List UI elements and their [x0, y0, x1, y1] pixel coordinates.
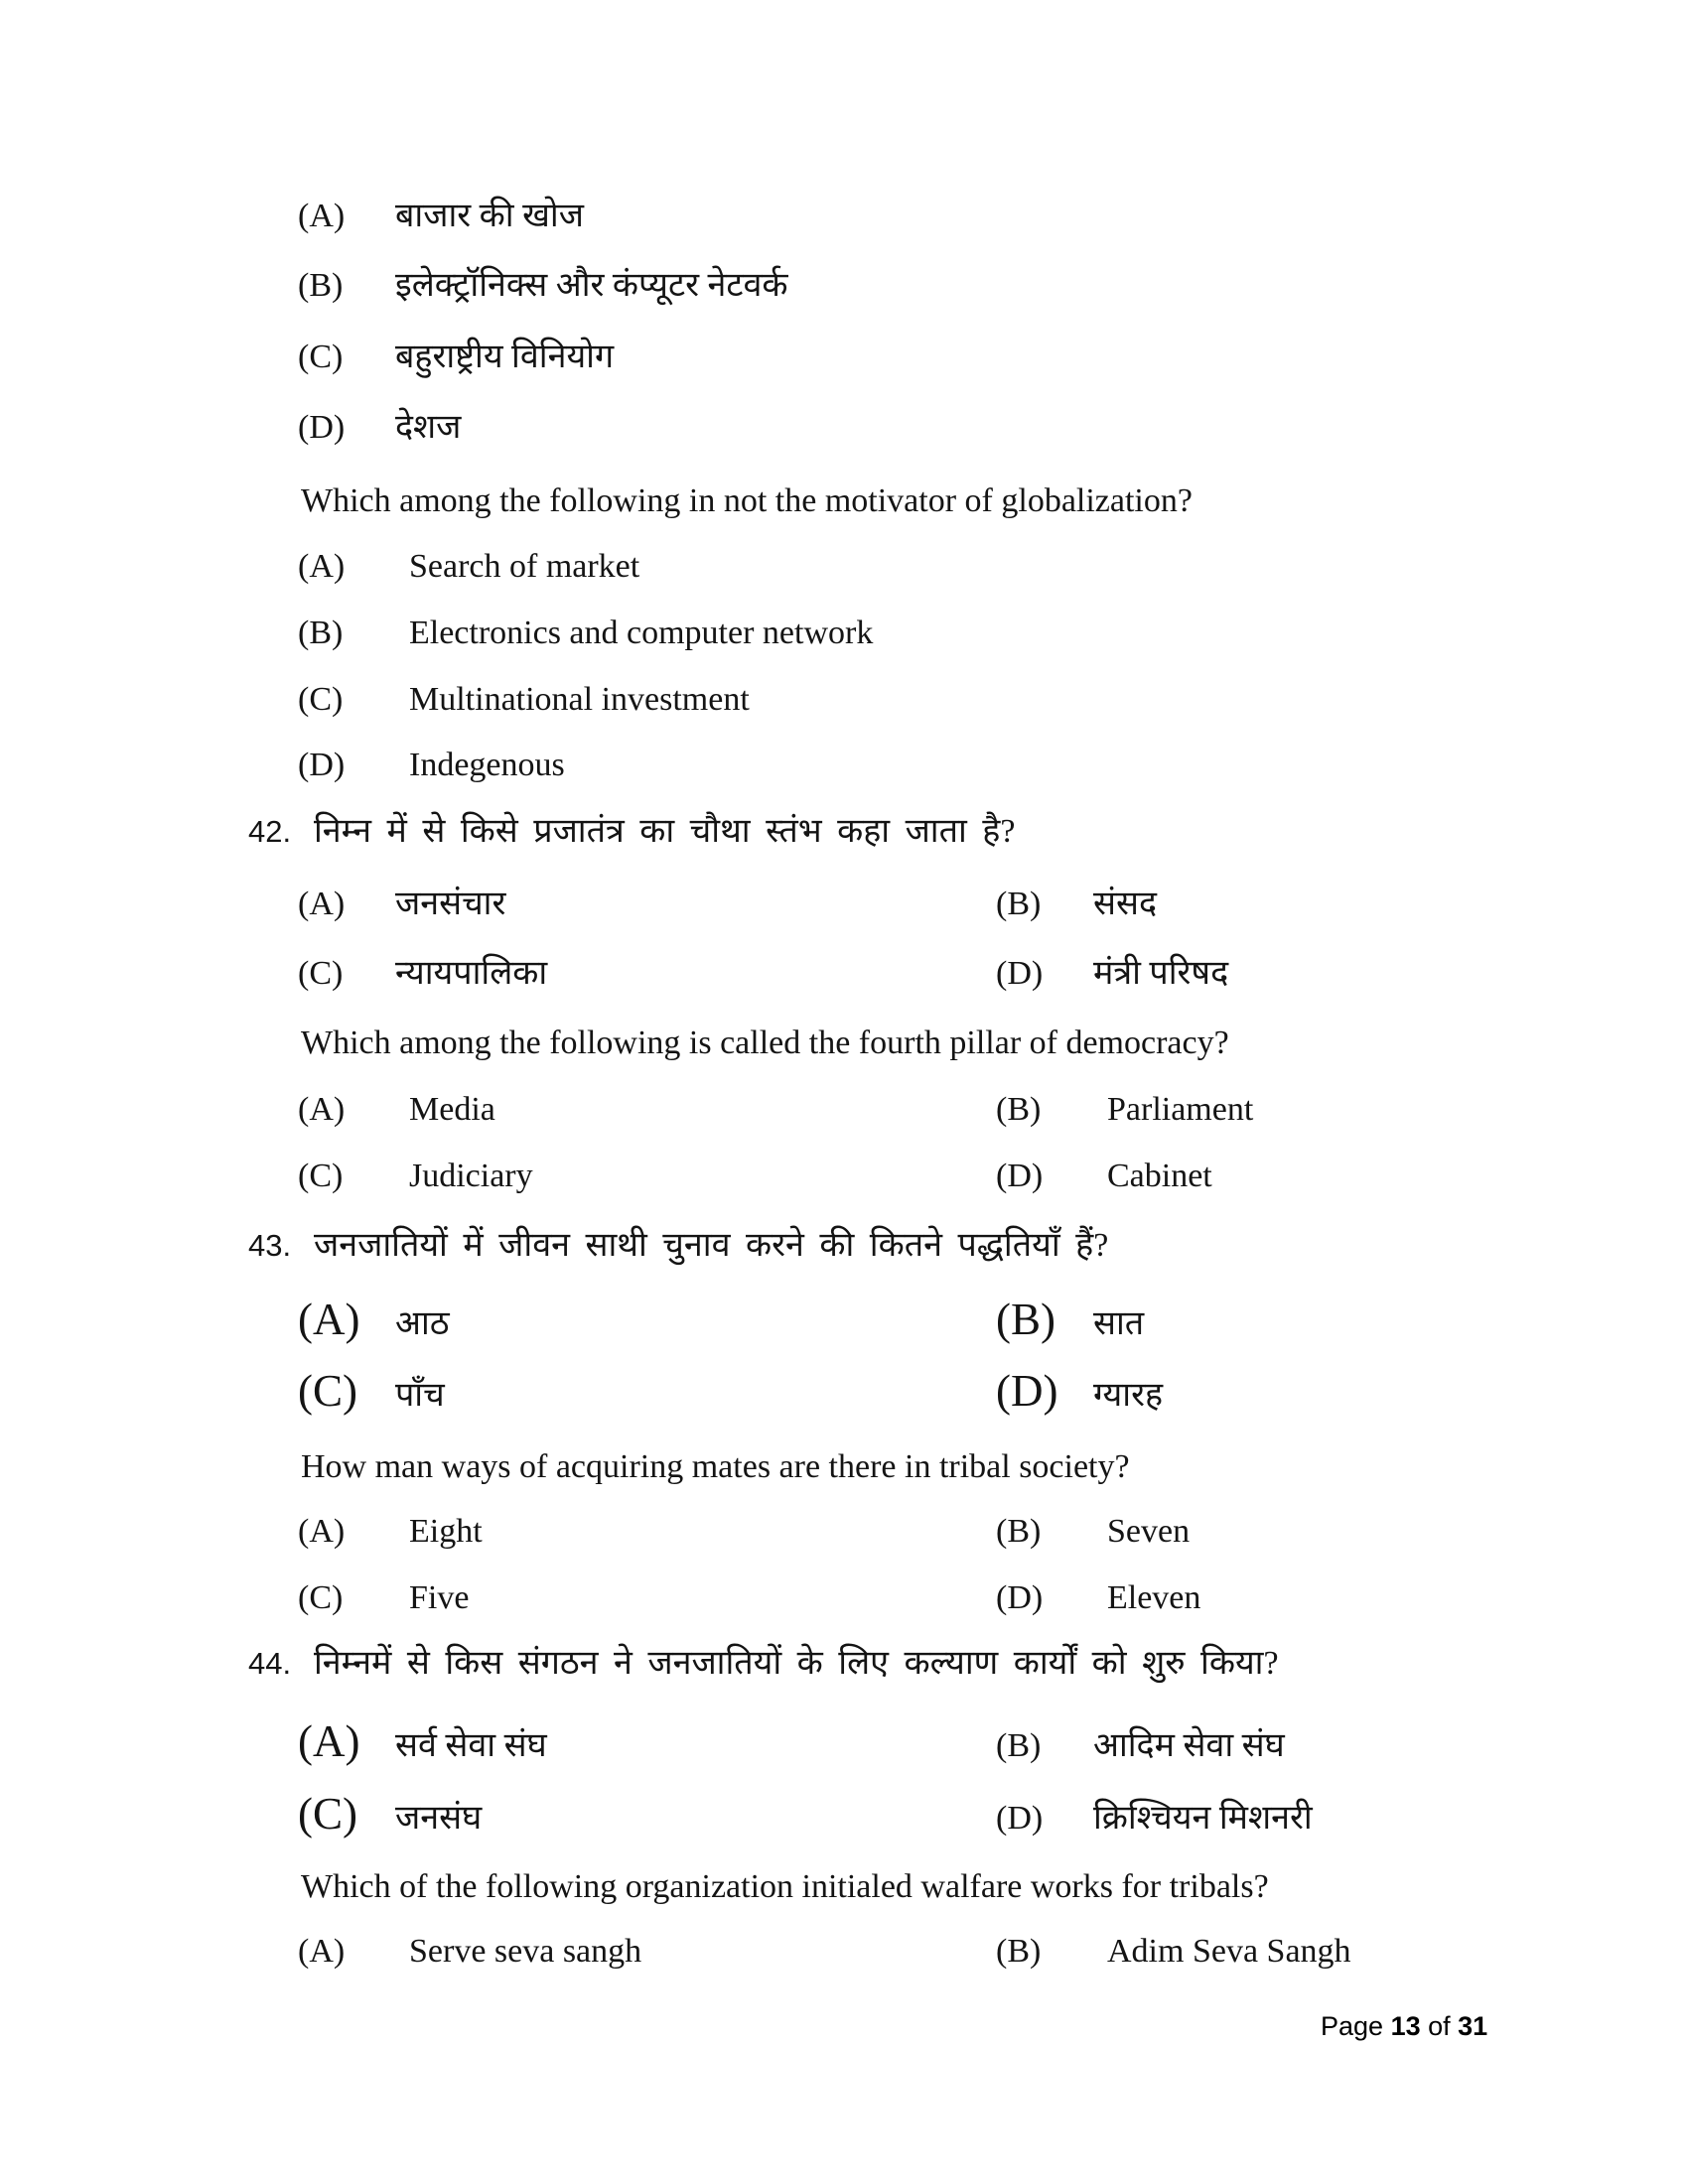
option-label: (A)	[298, 198, 346, 234]
option-label: (B)	[996, 1727, 1042, 1764]
option-label: (A)	[298, 886, 346, 922]
option-text: सर्व सेवा संघ	[395, 1727, 547, 1764]
page-number-current: 13	[1390, 2011, 1421, 2041]
footer-of-word: of	[1420, 2011, 1459, 2041]
option-row	[298, 1578, 1200, 1618]
option-text: Eleven	[1107, 1579, 1201, 1616]
option-row	[298, 1715, 1285, 1768]
option-label: (C)	[298, 339, 344, 375]
option-text: ग्यारह	[1093, 1377, 1164, 1414]
option-label: (D)	[298, 409, 346, 446]
option-text: पाँच	[395, 1377, 445, 1414]
option-row	[298, 1788, 1313, 1841]
option-row	[298, 1512, 1190, 1552]
option-row	[298, 885, 1157, 924]
option-row	[298, 1157, 1212, 1196]
option-label: (C)	[298, 1366, 357, 1416]
option-text: Seven	[1107, 1513, 1191, 1550]
page-footer	[1321, 2011, 1487, 2042]
option-row	[298, 197, 584, 236]
option-label: (B)	[298, 267, 344, 304]
option-label: (B)	[996, 1295, 1055, 1344]
option-text: Eight	[409, 1513, 483, 1550]
option-label: (A)	[298, 1513, 346, 1550]
question-text-english: Which of the following organization initialed walfare works for tribals?	[301, 1868, 1269, 1905]
option-text: आदिम सेवा संघ	[1093, 1727, 1285, 1764]
footer-page-word: Page	[1321, 2011, 1391, 2041]
option-row	[298, 1294, 1144, 1346]
option-label: (B)	[298, 614, 344, 651]
option-label: (B)	[996, 1933, 1042, 1970]
option-label: (D)	[996, 1366, 1058, 1416]
option-text: Search of market	[409, 548, 640, 585]
option-label: (B)	[996, 1091, 1042, 1128]
option-label: (D)	[996, 955, 1044, 992]
option-text: जनसंचार	[395, 886, 506, 922]
option-text: क्रिश्चियन मिशनरी	[1093, 1800, 1313, 1837]
option-row	[298, 1365, 1163, 1418]
option-text: देशज	[395, 409, 462, 446]
option-text: इलेक्ट्रॉनिक्स और कंप्यूटर नेटवर्क	[395, 267, 788, 304]
question-number: 43.	[248, 1228, 292, 1263]
question-text-hindi: निम्न में से किसे प्रजातंत्र का चौथा स्तंभ कहा जाता है?	[314, 813, 1016, 850]
option-text: Indegenous	[409, 747, 565, 783]
option-text: बहुराष्ट्रीय विनियोग	[395, 339, 615, 375]
option-row	[298, 746, 565, 785]
option-label: (D)	[996, 1158, 1044, 1194]
page-number-total: 31	[1458, 2011, 1488, 2041]
option-label: (D)	[996, 1579, 1044, 1616]
option-label: (D)	[298, 747, 346, 783]
option-label: (A)	[298, 1295, 360, 1344]
option-label: (C)	[298, 955, 344, 992]
option-row	[298, 266, 788, 306]
option-text: Multinational investment	[409, 681, 750, 718]
option-row	[298, 614, 873, 653]
question-text-english: How man ways of acquiring mates are there in tribal society?	[301, 1448, 1130, 1485]
option-row	[298, 338, 614, 377]
option-text: Cabinet	[1107, 1158, 1212, 1194]
option-text: न्यायपालिका	[395, 955, 548, 992]
option-text: Parliament	[1107, 1091, 1254, 1128]
option-label: (D)	[996, 1800, 1044, 1837]
option-label: (A)	[298, 1933, 346, 1970]
option-label: (A)	[298, 1716, 360, 1766]
question-row	[248, 812, 1015, 852]
question-text-english: Which among the following in not the motivator of globalization?	[301, 482, 1193, 519]
option-text: Adim Seva Sangh	[1107, 1933, 1351, 1970]
option-row	[298, 954, 1228, 994]
option-label: (C)	[298, 1789, 357, 1839]
option-row	[298, 547, 639, 587]
option-text: Electronics and computer network	[409, 614, 874, 651]
option-text: संसद	[1093, 886, 1158, 922]
option-text: बाजार की खोज	[395, 198, 584, 234]
option-row	[298, 1932, 1351, 1972]
question-text-hindi: जनजातियों में जीवन साथी चुनाव करने की कितने पद्धतियाँ हैं?	[314, 1227, 1109, 1264]
option-row	[298, 408, 461, 448]
option-text: सात	[1093, 1305, 1145, 1342]
option-text: मंत्री परिषद	[1093, 955, 1229, 992]
option-label: (B)	[996, 1513, 1042, 1550]
option-label: (C)	[298, 681, 344, 718]
question-number: 44.	[248, 1646, 292, 1681]
option-label: (A)	[298, 1091, 346, 1128]
option-text: Serve seva sangh	[409, 1933, 642, 1970]
question-text-hindi: निम्नमें से किस संगठन ने जनजातियों के लिए कल्याण कार्यों को शुरु किया?	[314, 1645, 1279, 1682]
option-text: Media	[409, 1091, 495, 1128]
option-label: (C)	[298, 1579, 344, 1616]
option-row	[298, 1090, 1253, 1130]
question-text-english: Which among the following is called the fourth pillar of democracy?	[301, 1024, 1229, 1061]
option-label: (B)	[996, 886, 1042, 922]
option-label: (A)	[298, 548, 346, 585]
question-number: 42.	[248, 814, 292, 849]
option-text: Five	[409, 1579, 470, 1616]
option-text: जनसंघ	[395, 1800, 483, 1837]
option-text: Judiciary	[409, 1158, 533, 1194]
option-text: आठ	[395, 1305, 450, 1342]
question-row	[248, 1644, 1279, 1684]
question-row	[248, 1226, 1108, 1266]
option-label: (C)	[298, 1158, 344, 1194]
option-row	[298, 680, 750, 720]
